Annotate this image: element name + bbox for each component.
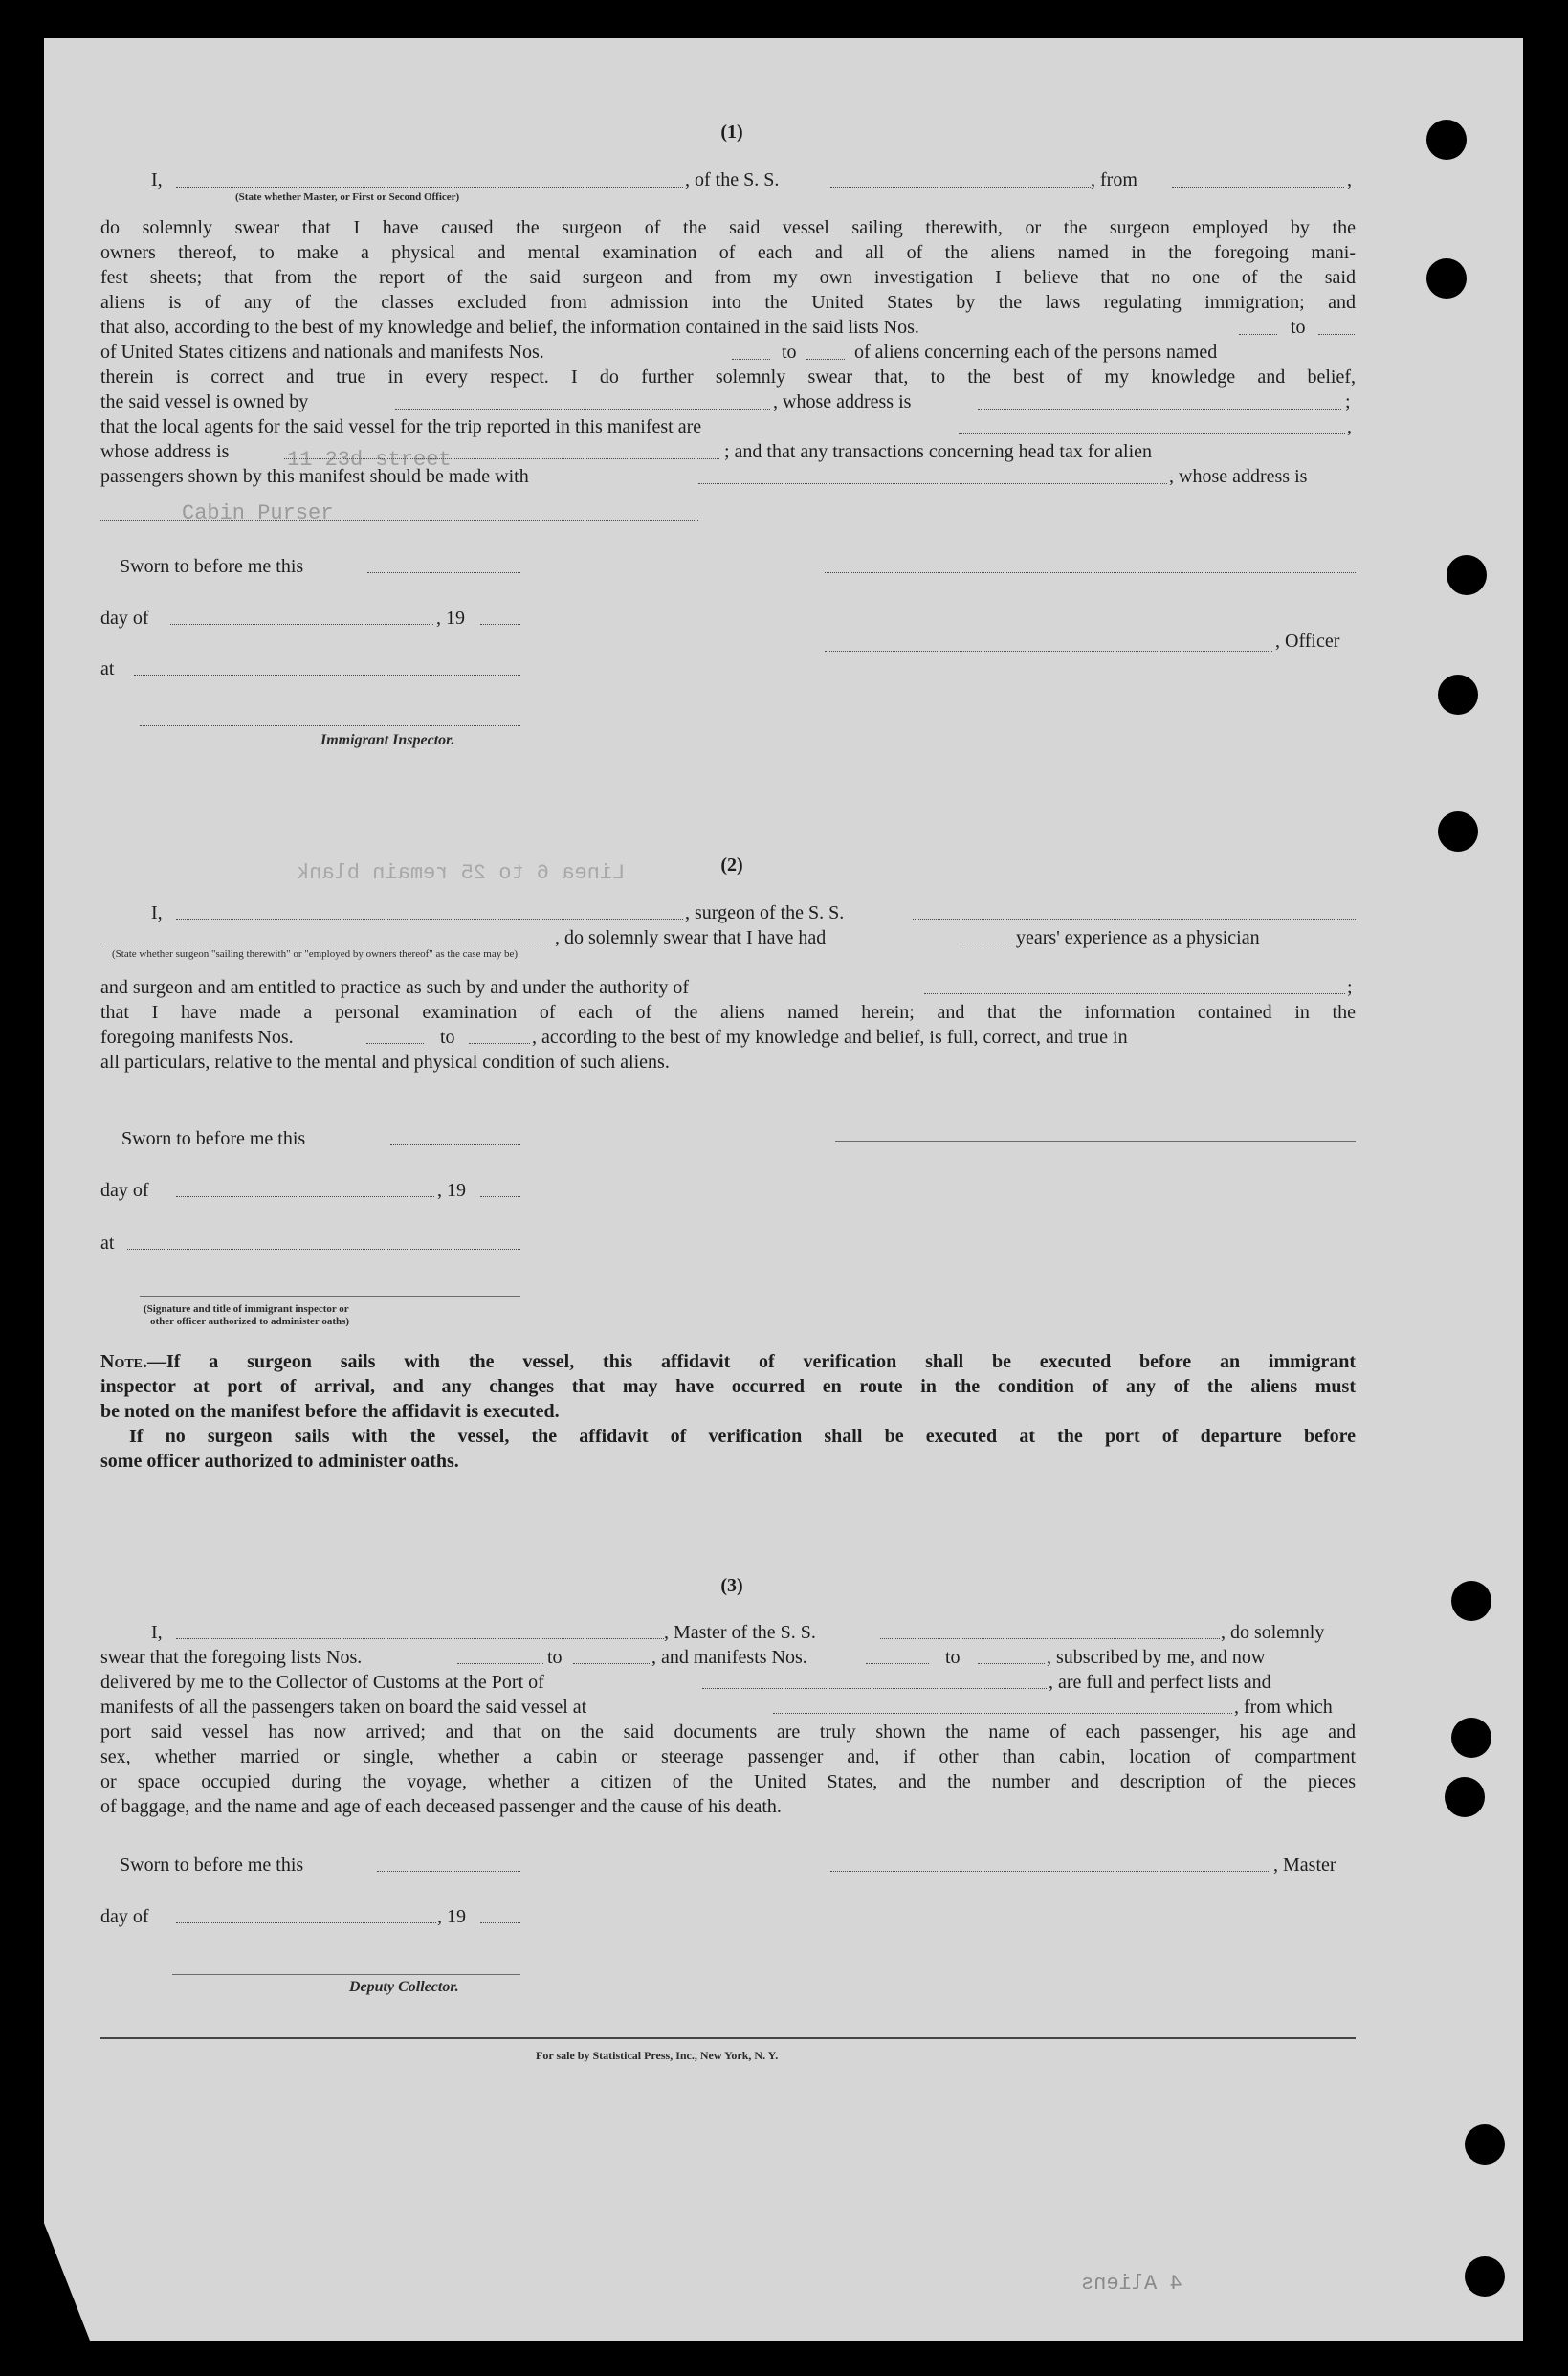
lists-from-field[interactable] (457, 1663, 543, 1664)
manifests-from-field[interactable] (366, 1043, 424, 1044)
master-label: , Master (1273, 1854, 1336, 1876)
sworn-day-field[interactable] (390, 1144, 520, 1145)
port-field[interactable] (702, 1688, 1047, 1689)
note-line: be noted on the manifest before the affidavit is executed. (100, 1401, 560, 1422)
month-field[interactable] (176, 1922, 436, 1923)
surgeon-paragraph-line: all particulars, relative to the mental and physical condition of such aliens. (100, 1052, 670, 1073)
boarding-port-field[interactable] (773, 1713, 1232, 1714)
owner-field[interactable] (395, 409, 770, 410)
comma: , (1347, 169, 1352, 190)
year-field[interactable] (480, 624, 520, 625)
place-field[interactable] (127, 1249, 520, 1250)
local-agents-field[interactable] (959, 433, 1345, 434)
at-label: at (100, 658, 115, 679)
foregoing-lists-label: swear that the foregoing lists Nos. (100, 1647, 363, 1668)
surgeon-signature-field[interactable] (835, 1141, 1356, 1142)
manifests-from-field[interactable] (732, 359, 770, 360)
master-signature-field[interactable] (830, 1871, 1270, 1872)
sworn-signature-field[interactable] (825, 572, 1356, 573)
note-label: Note. (100, 1351, 148, 1372)
master-vessel-field[interactable] (880, 1638, 1220, 1639)
physician-label: years' experience as a physician (1016, 927, 1260, 948)
officer-signature-field[interactable] (825, 651, 1272, 652)
and-manifests-label: , and manifests Nos. (651, 1647, 807, 1668)
vessel-name-field[interactable] (830, 187, 1091, 188)
section-3-number: (3) (720, 1575, 743, 1596)
officer-name-field[interactable] (176, 187, 683, 188)
manifests-to-field[interactable] (469, 1043, 530, 1044)
authority-field[interactable] (924, 993, 1345, 994)
sworn-label: Sworn to before me this (121, 1128, 306, 1149)
bleed-through-text: Cabin Purser (182, 501, 334, 525)
manifests-to-field[interactable] (806, 359, 845, 360)
oath-i: I, (151, 902, 163, 923)
oath-i: I, (151, 1622, 163, 1643)
to-label: to (440, 1027, 455, 1048)
master-note: (State whether Master, or First or Second Officer) (235, 191, 460, 203)
authority-label: and surgeon and am entitled to practice as such by and under the authority of (100, 977, 689, 998)
surgeon-name-field[interactable] (176, 919, 683, 920)
semicolon: ; (1347, 977, 1353, 998)
from-label: , from (1091, 169, 1137, 190)
to-label: to (547, 1647, 563, 1668)
printer-credit: For sale by Statistical Press, Inc., New York, N. Y. (536, 2049, 779, 2062)
day-of-label: day of (100, 1180, 149, 1201)
manifests-nos-label: of United States citizens and nationals and manifests Nos. (100, 342, 544, 363)
bleed-through-text: Linea 6 to 25 remain blank (297, 861, 626, 885)
section-1-number: (1) (720, 122, 743, 143)
lists-from-field[interactable] (1239, 334, 1277, 335)
month-field[interactable] (176, 1196, 434, 1197)
agents-address-field[interactable] (284, 458, 719, 459)
punch-hole (1445, 1777, 1485, 1817)
place-field[interactable] (134, 675, 520, 676)
master-paragraph-line: port said vessel has now arrived; and that on the said documents are truly shown the name of each passenger, his age and (100, 1721, 1356, 1743)
punch-hole (1451, 1581, 1491, 1621)
punch-hole (1426, 258, 1467, 299)
full-perfect-label: , are full and perfect lists and (1049, 1672, 1271, 1693)
note-line (100, 1349, 1356, 1374)
semicolon: ; (1345, 391, 1351, 412)
section-2-number: (2) (720, 855, 743, 876)
taken-on-board-label: manifests of all the passengers taken on board the said vessel at (100, 1697, 587, 1718)
signature-note: other officer authorized to administer oaths) (150, 1316, 350, 1327)
bleed-through-text: 4 Aliens (1081, 2272, 1182, 2296)
officer-label: , Officer (1275, 631, 1340, 652)
master-of-ss-label: , Master of the S. S. (664, 1622, 816, 1643)
footer-rule (100, 2037, 1356, 2039)
inspector-signature-field[interactable] (140, 725, 520, 726)
master-paragraph-line: sex, whether married or single, whether a cabin or steerage passenger and, if other than cabin, location of compartment (100, 1746, 1356, 1767)
punch-hole (1447, 555, 1487, 595)
inspector-label: Immigrant Inspector. (320, 732, 455, 748)
lists-to-field[interactable] (573, 1663, 651, 1664)
note-line: If no surgeon sails with the vessel, the affidavit of verification shall be executed at the port of departure before (129, 1426, 1356, 1447)
surgeon-note: (State whether surgeon "sailing therewith" or "employed by owners thereof" as the case may be) (112, 948, 519, 960)
to-label: to (782, 342, 797, 363)
aliens-concerning-label: of aliens concerning each of the persons named (854, 342, 1218, 363)
at-label: at (100, 1232, 115, 1254)
master-paragraph-line: or space occupied during the voyage, whether a citizen of the United States, and the number and description of the pieces (100, 1771, 1356, 1792)
manifests-to-field[interactable] (978, 1663, 1045, 1664)
to-label: to (945, 1647, 961, 1668)
sworn-label: Sworn to before me this (120, 1854, 304, 1876)
manifests-from-field[interactable] (866, 1663, 929, 1664)
head-tax-label: ; and that any transactions concerning head tax for alien (724, 441, 1153, 462)
bleed-through-text: 11 23d street (287, 448, 452, 472)
punch-hole (1438, 811, 1478, 852)
note-text: —If a surgeon sails with the vessel, this affidavit of verification shall be executed before an immigrant (147, 1351, 1356, 1372)
to-label: to (1291, 317, 1306, 338)
lists-to-field[interactable] (1318, 334, 1355, 335)
surgeon-of-ss-label: , surgeon of the S. S. (685, 902, 845, 923)
oath-paragraph-line: owners thereof, to make a physical and mental examination of each and all of the aliens named in the foregoing mani- (100, 242, 1356, 263)
note-line: inspector at port of arrival, and any changes that may have occurred en route in the condition of any of the aliens must (100, 1376, 1356, 1397)
head-tax-passengers-label: passengers shown by this manifest should be made with (100, 466, 529, 487)
whose-address-label: , whose address is (773, 391, 912, 412)
local-agents-label: that the local agents for the said vessel for the trip reported in this manifest are (100, 416, 702, 437)
month-field[interactable] (170, 624, 433, 625)
inspector-signature-field[interactable] (140, 1296, 520, 1297)
head-tax-contact-field[interactable] (698, 483, 1167, 484)
signature-note: (Signature and title of immigrant inspector or (144, 1303, 349, 1315)
subscribed-label: , subscribed by me, and now (1047, 1647, 1266, 1668)
collector-signature-field[interactable] (172, 1974, 520, 1975)
solemnly-label: , do solemnly (1221, 1622, 1325, 1643)
surgeon-vessel-field[interactable] (913, 919, 1356, 920)
owner-address-field[interactable] (978, 409, 1341, 410)
day-of-label: day of (100, 608, 149, 629)
year-label: , 19 (437, 1180, 466, 1201)
oath-paragraph-line: aliens is of any of the classes excluded from admission into the United States by the laws regulating immigration; and (100, 292, 1356, 313)
sworn-day-field[interactable] (377, 1871, 520, 1872)
year-field[interactable] (480, 1922, 520, 1923)
years-experience-label: , do solemnly swear that I have had (555, 927, 827, 948)
surgeon-paragraph-line: that I have made a personal examination of each of the aliens named herein; and that the information contained in the (100, 1002, 1356, 1023)
head-tax-address-field[interactable] (100, 520, 698, 521)
deputy-collector-label: Deputy Collector. (349, 1979, 459, 1995)
punch-hole (1426, 120, 1467, 160)
belief-label: , according to the best of my knowledge and belief, is full, correct, and true in (532, 1027, 1128, 1048)
owned-by-label: the said vessel is owned by (100, 391, 309, 412)
oath-paragraph-line: therein is correct and true in every respect. I do further solemnly swear that, to the best of my knowledge and belief, (100, 366, 1356, 388)
note-line: some officer authorized to administer oaths. (100, 1451, 459, 1472)
sworn-day-field[interactable] (367, 572, 520, 573)
of-ss-label: , of the S. S. (685, 169, 780, 190)
day-of-label: day of (100, 1906, 149, 1927)
master-name-field[interactable] (176, 1638, 664, 1639)
from-port-field[interactable] (1172, 187, 1344, 188)
foregoing-manifests-label: foregoing manifests Nos. (100, 1027, 294, 1048)
oath-paragraph-line: do solemnly swear that I have caused the surgeon of the said vessel sailing therewith, or the surgeon employed by the (100, 217, 1356, 238)
punch-hole (1451, 1718, 1491, 1758)
from-which-label: , from which (1234, 1697, 1333, 1718)
collector-port-label: delivered by me to the Collector of Customs at the Port of (100, 1672, 544, 1693)
punch-hole (1465, 2124, 1505, 2165)
punch-hole (1438, 675, 1478, 715)
year-label: , 19 (437, 1906, 466, 1927)
master-paragraph-line: of baggage, and the name and age of each deceased passenger and the cause of his death. (100, 1796, 782, 1817)
whose-address-label: whose address is (100, 441, 230, 462)
comma: , (1347, 416, 1352, 437)
lists-nos-label: that also, according to the best of my knowledge and belief, the information contained in the said lists Nos. (100, 317, 919, 338)
year-field[interactable] (480, 1196, 520, 1197)
oath-paragraph-line: fest sheets; that from the report of the said surgeon and from my own investigation I believe that no one of the said (100, 267, 1356, 288)
sworn-label: Sworn to before me this (120, 556, 304, 577)
oath-i: I, (151, 169, 163, 190)
punch-hole (1465, 2256, 1505, 2297)
year-label: , 19 (436, 608, 465, 629)
whose-address-label: , whose address is (1169, 466, 1308, 487)
